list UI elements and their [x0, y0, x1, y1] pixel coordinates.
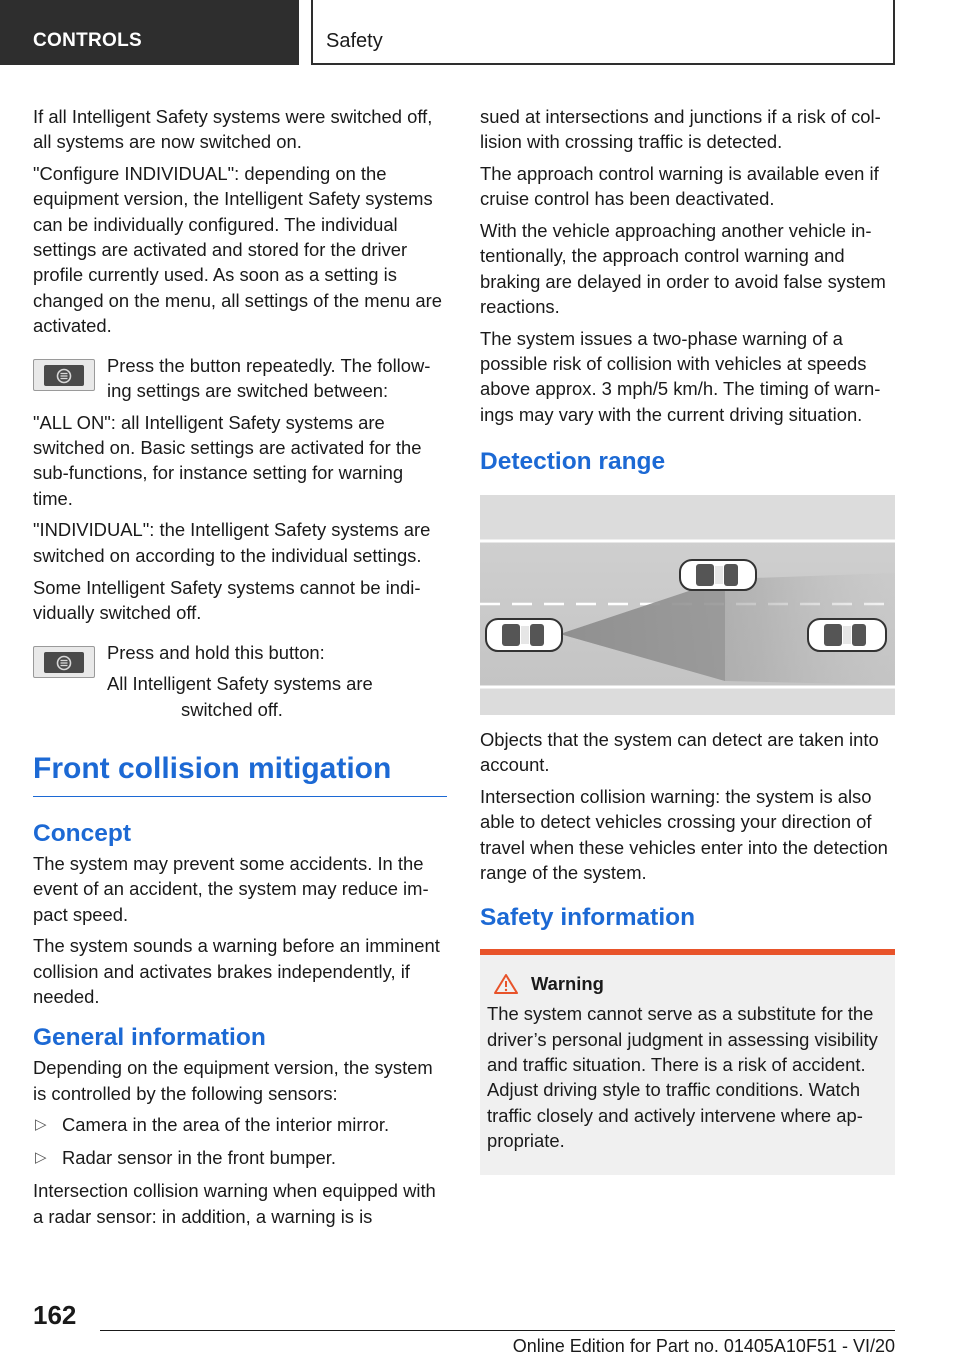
header-title-tab [311, 0, 895, 65]
warning-title-row [493, 973, 889, 995]
footer-divider [100, 1330, 895, 1331]
button-instruction-repeat [33, 353, 447, 404]
paragraph: If all Intelligent Safety systems were switched off, all systems are now switched on. [33, 106, 433, 153]
paragraph: The system sounds a warning before an imminent collision and activates brakes independently, if needed. [33, 935, 440, 1008]
car-icon [680, 560, 756, 590]
paragraph: "INDIVIDUAL": the Intelligent Safety systems are switched on according to the individual settings. [33, 519, 431, 566]
paragraph: Depending on the equipment version, the system is controlled by the following sensors: [33, 1057, 433, 1104]
safety-button-icon [33, 646, 95, 678]
right-column [480, 104, 895, 1175]
paragraph: Intersection collision warning when equipped with a radar sensor: in addition, a warning is is [33, 1180, 436, 1227]
paragraph: "Configure INDIVIDUAL": depending on the equipment version, the Intelligent Safety systems can be individually configured. The individual settings are activated and stored for the driver profile currently used. As soon as a setting is changed on the menu, all settings of the menu are activated. [33, 163, 442, 336]
list-item: ▷ Camera in the area of the interior mirror. [35, 1114, 390, 1136]
paragraph: "ALL ON": all Intelligent Safety systems are switched on. Basic settings are activated for the sub-functions, for instance setting for warning time. [33, 411, 422, 509]
car-icon [486, 619, 562, 651]
sensor-list [33, 1112, 447, 1170]
page-number: 162 [33, 1300, 77, 1330]
footer-edition: Online Edition for Part no. 01405A10F51 - VI/20 [512, 1336, 895, 1356]
warning-box [480, 949, 895, 1175]
header-title: Safety [326, 30, 383, 52]
paragraph: The system may prevent some accidents. In the event of an accident, the system may reduce impact speed. [33, 853, 429, 925]
triangle-right-icon: ▷ [35, 1116, 47, 1134]
paragraph: Objects that the system can detect are taken into account. [480, 729, 879, 776]
button-instruction-continuation: All Intelligent Safety systems are switched off. [107, 673, 373, 720]
button-instruction-text: Press and hold this button: [107, 642, 325, 664]
paragraph: The system issues a two-phase warning of a possible risk of collision with vehicles at speeds above approx. 3 mph/5 km/h. The timing of warnings may vary with the current driving situation. [480, 327, 881, 425]
warning-title: Warning [531, 973, 604, 995]
paragraph: With the vehicle approaching another vehicle intentionally, the approach control warning and braking are delayed in order to avoid false system reactions. [480, 220, 886, 318]
section-heading: Front collision mitigation [33, 750, 447, 797]
left-column [33, 104, 447, 1236]
paragraph: Intersection collision warning: the system is also able to detect vehicles crossing your direction of travel when these vehicles enter into the detection range of the system. [480, 786, 888, 884]
button-instruction-text: Press the button repeatedly. The following settings are switched between: [107, 355, 431, 402]
warning-text: The system cannot serve as a substitute for the driver’s personal judgment in assessing visibility and traffic situation. There is a risk of accident. Adjust driving style to traffic conditions. Watch traffic closely and actively intervene where appropriate. [487, 1003, 878, 1151]
road-scene-graphic [480, 495, 895, 715]
subheading-general-information: General information [33, 1024, 266, 1052]
paragraph: sued at intersections and junctions if a risk of collision with crossing traffic is detected. [480, 106, 881, 153]
header-section-label: CONTROLS [33, 30, 143, 51]
detection-range-illustration [480, 495, 895, 715]
safety-button-icon [33, 359, 95, 391]
paragraph: Some Intelligent Safety systems cannot be individually switched off. [33, 576, 421, 623]
car-icon [808, 619, 886, 651]
list-item: ▷ Radar sensor in the front bumper. [35, 1147, 336, 1169]
subheading-safety-information: Safety information [480, 904, 696, 932]
subheading-detection-range: Detection range [480, 448, 666, 476]
button-instruction-hold [33, 640, 447, 722]
subheading-concept: Concept [33, 820, 131, 848]
triangle-right-icon: ▷ [35, 1149, 47, 1167]
header-section-tab [0, 0, 299, 65]
warning-triangle-icon [493, 973, 519, 995]
paragraph: The approach control warning is available even if cruise control has been deactivated. [480, 163, 879, 210]
